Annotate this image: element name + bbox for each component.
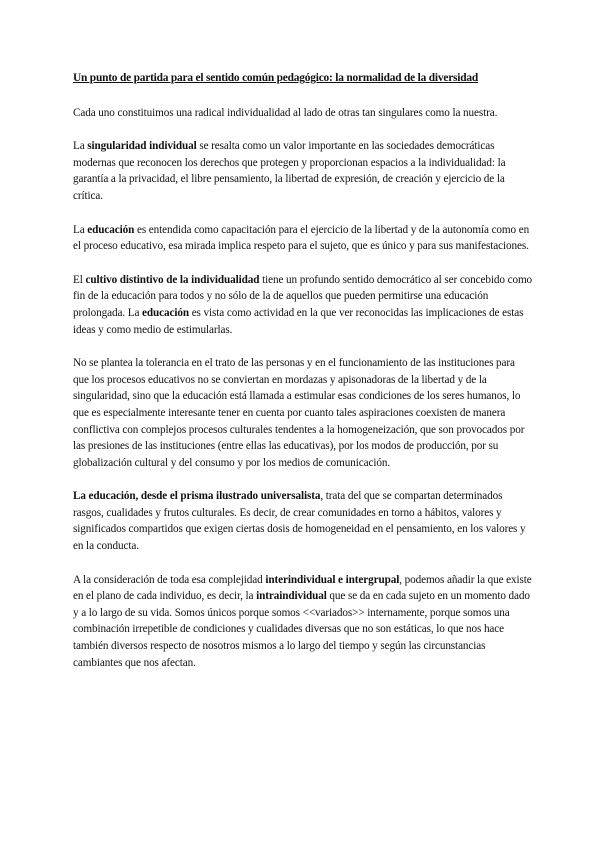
document-body (73, 105, 533, 672)
bold-term: interindividual e intergrupal (265, 573, 400, 586)
paragraph-text: es entendida como capacitación para el ejercicio de la libertad y de la autonomía como en el proceso educativo, esa mirada implica respeto para el sujeto, que es único y para sus manifestaciones. (73, 223, 530, 253)
paragraph-text: se resalta como un valor importante en las sociedades democráticas modernas que reconocen los derechos que protegen y proporcionan espacios a la individualidad: la garantía a la privacidad, el libre pensamiento, la libertad de expresión, de creación y ejercicio de la crítica. (73, 140, 506, 202)
paragraph-text: tiene un profundo sentido democrático al ser concebido como fin de la educación para todos y no sólo de la de aquellos que pueden permitirse una educación prolongada. La (73, 273, 533, 319)
document-page (73, 70, 533, 688)
paragraph (73, 488, 533, 554)
paragraph-text: , trata del que se compartan determinados rasgos, cualidades y frutos culturales. Es decir, de crear comunidades en torno a hábitos, valores y significados compartidos que exigen ciertas dosis de homogeneidad en el pensamiento, en los valores y en la conducta. (73, 490, 526, 553)
paragraph (73, 138, 533, 204)
paragraph (73, 272, 533, 338)
bold-term: singularidad individual (87, 140, 197, 153)
bold-term: cultivo distintivo de la individualidad (85, 273, 260, 286)
paragraph-text: , podemos añadir la que existe en el plano de cada individuo, es decir, la (73, 573, 532, 603)
paragraph-text: A la consideración de toda esa complejidad (73, 573, 266, 586)
bold-term: educación (87, 223, 135, 236)
paragraph-text: que se da en cada sujeto en un momento dado y a lo largo de su vida. Somos únicos porque somos <<variados>> internamente, porque somos una combinación irrepetible de condiciones y cualidades diversas que no son estáticas, lo que nos hace también diversos respecto de nosotros mismos a lo largo del tiempo y según las circunstancias cambiantes que nos afectan. (73, 590, 530, 669)
document-title: Un punto de partida para el sentido común pedagógico: la normalidad de la diversidad (73, 72, 479, 84)
paragraph (73, 105, 533, 122)
paragraph (73, 222, 533, 255)
paragraph (73, 355, 533, 471)
bold-term: La educación, desde el prisma ilustrado universalista (73, 490, 321, 503)
paragraph-text: La (73, 223, 88, 236)
paragraph-text: No se plantea la tolerancia en el trato de las personas y en el funcionamiento de las instituciones para que los procesos educativos no se conviertan en mordazas y apisonadoras de la libertad y de la singularidad, sino que la educación está llamada a estimular esas condiciones de los seres humanos, lo que es especialmente interesante tener en cuenta por cuanto tales aspiraciones coexisten de manera conflictiva con complejos procesos culturales tendentes a la homogeneización, que son provocados por las presiones de las instituciones (entre ellas las educativas), por los modos de producción, por su globalización cultural y del consumo y por los medios de comunicación. (73, 357, 525, 469)
paragraph-text: Cada uno constituimos una radical individualidad al lado de otras tan singulares como la nuestra. (73, 106, 498, 119)
bold-term: educación (142, 306, 189, 319)
paragraph-text: La (73, 140, 88, 153)
paragraph-text: es vista como actividad en la que ver reconocidas las implicaciones de estas ideas y como medio de estimularlas. (73, 306, 524, 336)
paragraph-text: El (73, 273, 86, 286)
paragraph (73, 572, 533, 672)
bold-term: intraindividual (256, 590, 327, 603)
